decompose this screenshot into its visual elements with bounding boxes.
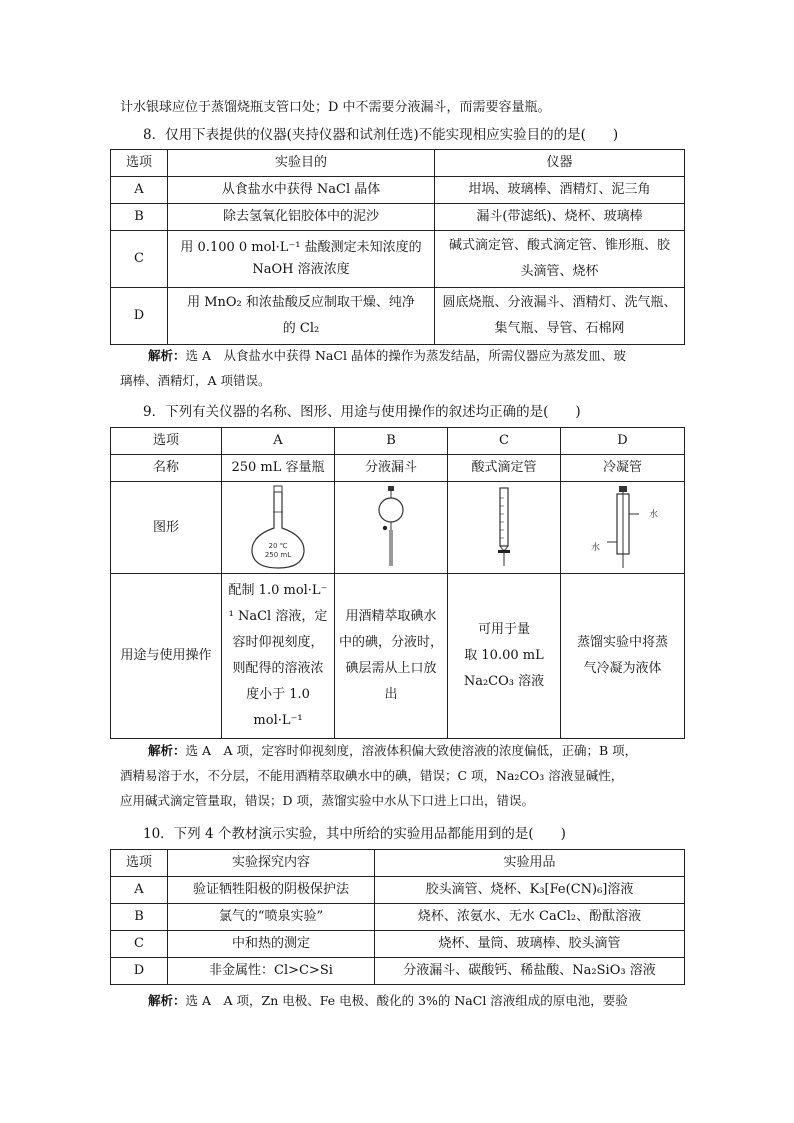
row-label-figure: 图形	[111, 482, 222, 574]
table-header-row	[111, 428, 685, 455]
acid-burette-icon	[489, 484, 519, 572]
question-9-stem: 9．下列有关仪器的名称、图形、用途与使用操作的叙述均正确的是( )	[143, 404, 581, 420]
name-d: 冷凝管	[561, 455, 685, 482]
row-items: 烧杯、浓氨水、无水 CaCl₂、酚酞溶液	[375, 904, 685, 931]
header-option: 选项	[111, 850, 168, 877]
usage-line: 度小于 1.0	[246, 687, 310, 702]
row-option: C	[111, 931, 168, 958]
header-option: 选项	[111, 150, 168, 177]
header-instruments: 仪器	[435, 150, 685, 177]
header-c: C	[448, 428, 561, 455]
explanation-line: 璃棒、酒精灯，A 项错误。	[120, 373, 271, 388]
usage-line: 中的碘，分液时，	[338, 635, 443, 650]
row-purpose: 除去氢氧化铝胶体中的泥沙	[168, 204, 435, 231]
row-purpose	[168, 231, 435, 288]
table-row	[111, 288, 685, 345]
separatory-funnel-icon	[371, 484, 411, 572]
table-row	[111, 455, 685, 482]
usage-line: 碘层需从上口放	[345, 661, 437, 676]
row-items: 分液漏斗、碳酸钙、稀盐酸、Na₂SiO₃ 溶液	[375, 958, 685, 985]
continuation-text: 计水银球应位于蒸馏烧瓶支管口处；D 中不需要分液漏斗，而需要容量瓶。	[120, 100, 551, 115]
header-a: A	[222, 428, 335, 455]
row-purpose: 从食盐水中获得 NaCl 晶体	[168, 177, 435, 204]
question-10-table	[110, 849, 685, 985]
row-option: C	[111, 231, 168, 288]
usage-line: 则配得的溶液浓	[232, 661, 324, 676]
purpose-line: NaOH 溶液浓度	[252, 262, 350, 277]
header-items: 实验用品	[375, 850, 685, 877]
explanation-line	[120, 988, 690, 1013]
table-header-row	[111, 150, 685, 177]
row-instruments: 漏斗(带滤纸)、烧杯、玻璃棒	[435, 204, 685, 231]
table-row	[111, 204, 685, 231]
row-label-usage: 用途与使用操作	[111, 574, 222, 739]
table-row	[111, 877, 685, 904]
usage-line: 配制 1.0 mol·L⁻	[228, 583, 328, 598]
figure-separatory-funnel	[335, 482, 448, 574]
question-10-explanation	[120, 988, 690, 1013]
usage-line: ¹ NaCl 溶液，定	[228, 609, 328, 624]
explanation-text: 选 A 从食盐水中获得 NaCl 晶体的操作为蒸发结晶，所需仪器应为蒸发皿、玻	[185, 348, 626, 363]
row-content: 非金属性：Cl>C>Si	[168, 958, 375, 985]
usage-line: 用酒精萃取碘水	[345, 609, 437, 624]
question-8-explanation	[120, 343, 690, 393]
explanation-text: 选 A A 项，定容时仰视刻度，溶液体积偏大致使溶液的浓度偏低，正确；B 项，	[185, 743, 638, 758]
explanation-label: 解析：	[148, 993, 186, 1008]
explanation-text: 选 A A 项，Zn 电极、Fe 电极、酸化的 3%的 NaCl 溶液组成的原电池，要验	[185, 993, 628, 1008]
table-row	[111, 177, 685, 204]
explanation-label: 解析：	[148, 348, 186, 363]
row-content: 中和热的测定	[168, 931, 375, 958]
explanation-line	[120, 738, 690, 763]
figure-acid-burette	[448, 482, 561, 574]
instr-line: 圆底烧瓶、分液漏斗、酒精灯、洗气瓶、	[442, 295, 677, 310]
row-instruments: 坩埚、玻璃棒、酒精灯、泥三角	[435, 177, 685, 204]
row-option: A	[111, 177, 168, 204]
usage-a	[222, 574, 335, 739]
row-items: 烧杯、量筒、玻璃棒、胶头滴管	[375, 931, 685, 958]
usage-line: 蒸馏实验中将蒸	[576, 635, 668, 650]
flask-temp-label: 20 ℃	[268, 541, 288, 550]
usage-b	[335, 574, 448, 739]
row-instruments	[435, 288, 685, 345]
question-9-table	[110, 427, 685, 739]
row-instruments	[435, 231, 685, 288]
question-9-explanation	[120, 738, 690, 813]
row-option: B	[111, 904, 168, 931]
usage-line: 气冷凝为液体	[583, 661, 662, 676]
volumetric-flask-icon	[243, 484, 313, 572]
instr-line: 碱式滴定管、酸式滴定管、锥形瓶、胶	[448, 238, 670, 253]
table-row	[111, 231, 685, 288]
header-b: B	[335, 428, 448, 455]
table-row	[111, 958, 685, 985]
question-8-table	[110, 149, 685, 345]
header-d: D	[561, 428, 685, 455]
header-option: 选项	[111, 428, 222, 455]
row-content: 验证牺牲阳极的阴极保护法	[168, 877, 375, 904]
table-row	[111, 904, 685, 931]
purpose-line: 用 MnO₂ 和浓盐酸反应制取干燥、纯净	[187, 295, 415, 310]
water-out-label: 水	[648, 509, 658, 520]
row-option: D	[111, 958, 168, 985]
condenser-icon	[583, 484, 663, 572]
explanation-line	[120, 343, 690, 368]
name-c: 酸式滴定管	[448, 455, 561, 482]
explanation-label: 解析：	[148, 743, 186, 758]
row-option: A	[111, 877, 168, 904]
instr-line: 头滴管、烧杯	[520, 264, 599, 279]
header-content: 实验探究内容	[168, 850, 375, 877]
question-10-stem: 10．下列 4 个教材演示实验，其中所给的实验用品都能用到的是( )	[143, 826, 566, 842]
name-b: 分液漏斗	[335, 455, 448, 482]
purpose-line: 的 Cl₂	[282, 321, 320, 336]
row-purpose	[168, 288, 435, 345]
question-8-stem: 8．仅用下表提供的仪器(夹持仪器和试剂任选)不能实现相应实验目的的是( )	[143, 127, 619, 143]
table-header-row	[111, 850, 685, 877]
figure-volumetric-flask	[222, 482, 335, 574]
row-content: 氯气的“喷泉实验”	[168, 904, 375, 931]
explanation-line: 应用碱式滴定管量取，错误；D 项，蒸馏实验中水从下口进上口出，错误。	[120, 793, 534, 808]
row-option: B	[111, 204, 168, 231]
row-label-name: 名称	[111, 455, 222, 482]
usage-line: 出	[384, 687, 398, 702]
row-option: D	[111, 288, 168, 345]
table-row	[111, 482, 685, 574]
row-items: 胶头滴管、烧杯、K₃[Fe(CN)₆]溶液	[375, 877, 685, 904]
usage-c	[448, 574, 561, 739]
figure-condenser	[561, 482, 685, 574]
explanation-line: 酒精易溶于水，不分层，不能用酒精萃取碘水中的碘，错误；C 项，Na₂CO₃ 溶液显碱性，	[120, 768, 624, 783]
water-in-label: 水	[590, 542, 600, 553]
flask-volume-label: 250 mL	[264, 550, 292, 559]
usage-line: 可用于量	[477, 622, 530, 637]
table-row	[111, 574, 685, 739]
usage-line: 取 10.00 mL	[464, 648, 544, 663]
usage-line: 容时仰视刻度，	[232, 635, 324, 650]
header-purpose: 实验目的	[168, 150, 435, 177]
table-row	[111, 931, 685, 958]
usage-d	[561, 574, 685, 739]
usage-line: mol·L⁻¹	[253, 713, 303, 728]
usage-line: Na₂CO₃ 溶液	[463, 674, 545, 689]
purpose-line: 用 0.100 0 mol·L⁻¹ 盐酸测定未知浓度的	[180, 240, 422, 255]
instr-line: 集气瓶、导管、石棉网	[494, 321, 625, 336]
name-a: 250 mL 容量瓶	[222, 455, 335, 482]
